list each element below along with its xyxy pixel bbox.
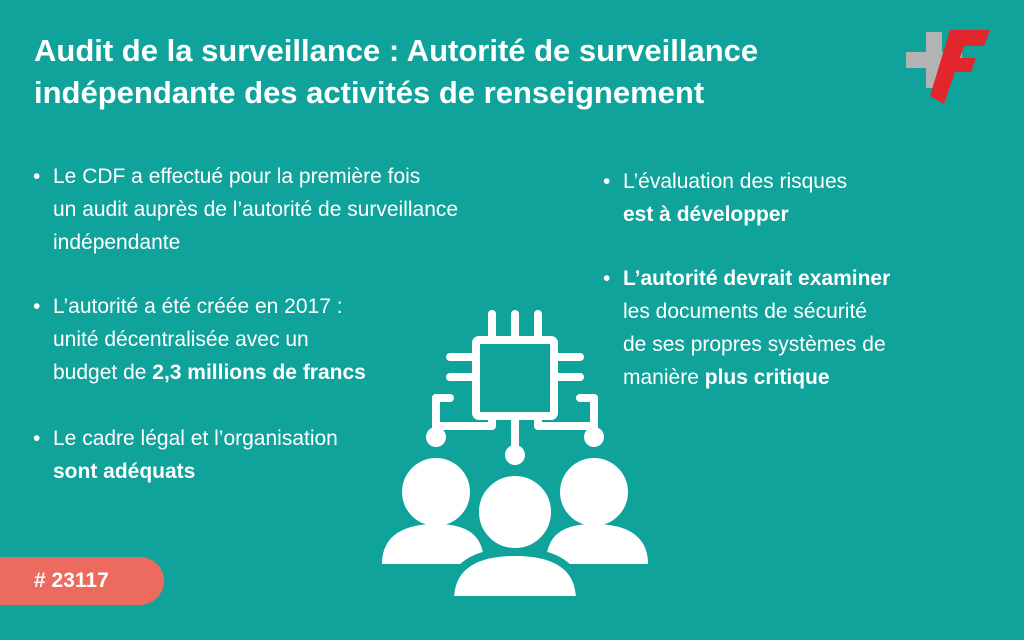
bullet-text: un audit auprès de l’autorité de surveillance [53,198,459,221]
bullet-text: L’évaluation des risques [623,170,848,193]
bullet-text: les documents de sécurité [623,300,867,323]
bullet-dot: • [603,267,611,290]
bullet-text [33,356,366,389]
cdf-logo-icon [904,24,994,108]
bullet-text: Le CDF a effectué pour la première fois [53,165,421,188]
bullet-emphasis: sont adéquats [53,460,196,483]
bullet-text: Le cadre légal et l’organisation [53,427,338,450]
title-line-2: indépendante des activités de renseignement [34,75,705,110]
bullet-first-audit [33,160,458,259]
bullet-budget [33,290,366,389]
bullet-emphasis: plus critique [704,366,830,389]
bullet-text: L’autorité a été créée en 2017 : [53,295,343,318]
chip-people-icon [380,302,650,602]
bullet-dot: • [603,170,611,193]
bullet-dot: • [33,165,41,188]
bullet-text: unité décentralisée avec un [53,328,309,351]
bullet-text-prefix: manière [623,366,705,389]
bullet-emphasis: est à développer [623,203,789,226]
bullet-text: indépendante [53,231,181,254]
bullet-legal-framework [33,422,338,488]
bullet-emphasis: L’autorité devrait examiner [623,267,891,290]
page-title [34,30,884,114]
bullet-text-prefix: budget de [53,361,153,384]
bullet-dot: • [33,295,41,318]
bullet-text [603,262,890,295]
bullet-text [33,455,338,488]
bullet-dot: • [33,427,41,450]
title-line-1: Audit de la surveillance : Autorité de surveillance [34,33,759,68]
bullet-risk-assessment [603,165,847,231]
bullet-text: de ses propres systèmes de [623,333,886,356]
budget-amount: 2,3 millions de francs [152,361,366,384]
bullet-text [603,198,847,231]
report-number-badge: # 23117 [0,557,164,605]
